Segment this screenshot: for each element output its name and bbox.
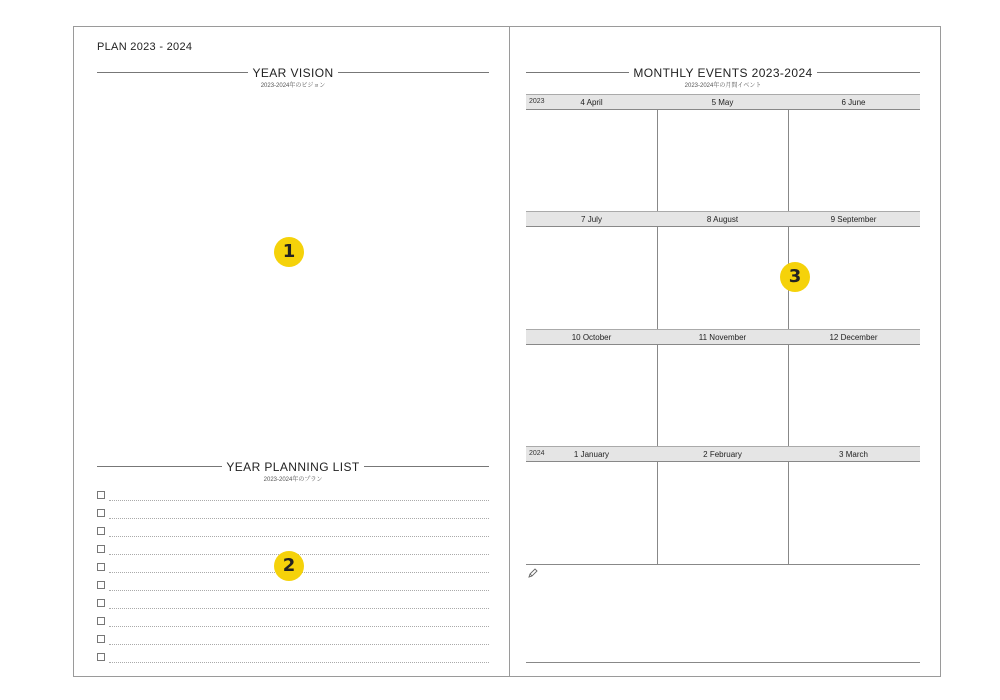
dotted-write-line <box>109 590 489 591</box>
right-page <box>510 27 942 676</box>
month-label: 8 August <box>706 215 739 224</box>
checklist-item <box>97 507 489 525</box>
month-label: 2 February <box>703 450 742 459</box>
dotted-write-line <box>109 608 489 609</box>
checkbox[interactable] <box>97 581 105 589</box>
callout-badge-2: 2 <box>274 551 304 581</box>
column-divider <box>657 462 658 564</box>
year-vision-title: YEAR VISION <box>248 66 337 80</box>
month-label: 4 April <box>580 98 603 107</box>
row-year-label: 2023 <box>529 98 545 105</box>
month-row-bar <box>526 211 920 227</box>
checkbox[interactable] <box>97 599 105 607</box>
callout-badge-1: 1 <box>274 237 304 267</box>
month-label: 7 July <box>581 215 602 224</box>
callout-badge-3: 3 <box>780 262 810 292</box>
row-year-label: 2024 <box>529 450 545 457</box>
dotted-write-line <box>109 536 489 537</box>
year-planning-subtitle: 2023-2024年のプラン <box>263 477 323 483</box>
dotted-write-line <box>109 500 489 501</box>
month-label: 5 May <box>711 98 734 107</box>
year-planning-title: YEAR PLANNING LIST <box>222 460 363 474</box>
month-label: 6 June <box>841 98 866 107</box>
month-label: 11 November <box>698 333 747 342</box>
monthly-events-title: MONTHLY EVENTS 2023-2024 <box>629 66 816 80</box>
checkbox[interactable] <box>97 491 105 499</box>
month-label: 9 September <box>830 215 877 224</box>
year-vision-header <box>97 59 489 89</box>
pencil-icon <box>528 568 538 578</box>
checklist-item <box>97 597 489 615</box>
column-divider <box>657 345 658 446</box>
checkbox[interactable] <box>97 563 105 571</box>
column-divider <box>788 462 789 564</box>
column-divider <box>788 345 789 446</box>
checkbox[interactable] <box>97 635 105 643</box>
monthly-events-header <box>526 59 920 89</box>
year-vision-subtitle: 2023-2024年のビジョン <box>260 83 326 89</box>
checklist-item <box>97 615 489 633</box>
checkbox[interactable] <box>97 545 105 553</box>
month-row-bar <box>526 94 920 110</box>
checklist-item <box>97 651 489 669</box>
notes-bottom-rule <box>526 662 920 663</box>
left-page <box>74 27 510 676</box>
month-label: 12 December <box>829 333 878 342</box>
checklist-item <box>97 633 489 651</box>
calendar-bottom-rule <box>526 564 920 565</box>
plan-title: PLAN 2023 - 2024 <box>97 41 193 53</box>
column-divider <box>788 110 789 211</box>
dotted-write-line <box>109 662 489 663</box>
checkbox[interactable] <box>97 653 105 661</box>
planner-spread <box>73 26 941 677</box>
month-label: 1 January <box>573 450 610 459</box>
month-label: 10 October <box>571 333 612 342</box>
monthly-events-subtitle: 2023-2024年の月間イベント <box>684 83 762 89</box>
checkbox[interactable] <box>97 617 105 625</box>
checkbox[interactable] <box>97 509 105 517</box>
column-divider <box>657 110 658 211</box>
dotted-write-line <box>109 644 489 645</box>
checklist-item <box>97 579 489 597</box>
month-label: 3 March <box>839 450 868 459</box>
checkbox[interactable] <box>97 527 105 535</box>
year-planning-header <box>97 453 489 483</box>
dotted-write-line <box>109 626 489 627</box>
month-row-bar <box>526 329 920 345</box>
dotted-write-line <box>109 518 489 519</box>
checklist-item <box>97 525 489 543</box>
column-divider <box>657 227 658 329</box>
month-row-bar <box>526 446 920 462</box>
checklist-item <box>97 489 489 507</box>
